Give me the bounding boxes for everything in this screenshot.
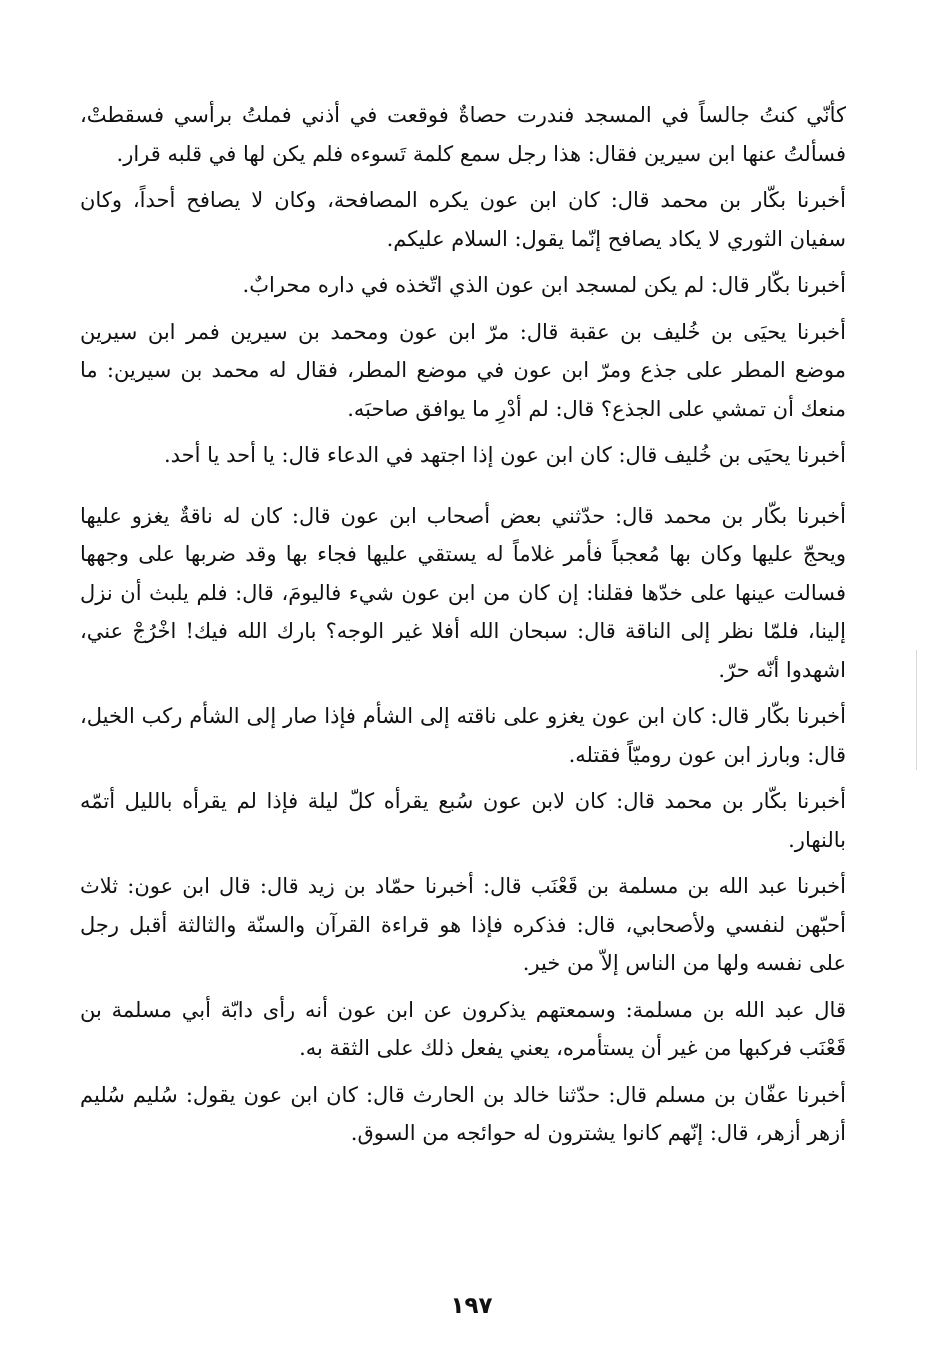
paragraph-1: كأنّي كنتُ جالساً في المسجد فندرت حصاةٌ فوقعت في أذني فملتُ برأسي فسقطتْ، فسألتُ عنها ابن سيرين فقال: هذا رجل سمع كلمة تَسوءه فلم يكن لها في قلبه قرار. <box>80 103 846 166</box>
scan-edge-mark <box>916 650 917 770</box>
paragraph-3: أخبرنا بكّار قال: لم يكن لمسجد ابن عون الذي اتّخذه في داره محرابٌ. <box>242 273 846 297</box>
paragraph-9: أخبرنا عبد الله بن مسلمة بن قَعْنَب قال: أخبرنا حمّاد بن زيد قال: قال ابن عون: ثلاث أحبّهن لنفسي ولأصحابي، قال: فذكره فإذا هو قراءة القرآن والسنّة والثالثة أقبل رجل على نفسه ولها من الناس إلاّ من خير. <box>80 874 846 975</box>
paragraph-8: أخبرنا بكّار بن محمد قال: كان لابن عون سُبع يقرأه كلّ ليلة فإذا لم يقرأه بالليل أتمّه بالنهار. <box>80 789 846 852</box>
paragraph-6: أخبرنا بكّار بن محمد قال: حدّثني بعض أصحاب ابن عون قال: كان له ناقةٌ يغزو عليها ويحجّ عليها وكان بها مُعجباً فأمر غلاماً له يستقي عليها فجاء بها وقد ضربها على وجهها فسالت عينها على خدّها فقلنا: إن كان من ابن عون شيء فاليومَ، قال: فلم يلبث أن نزل إلينا، فلمّا نظر إلى الناقة قال: سبحان الله أفلا غير الوجه؟ بارك الله فيك! اخْرُجْ عني، اشهدوا أنّه حرّ. <box>80 503 846 682</box>
paragraph-10: قال عبد الله بن مسلمة: وسمعتهم يذكرون عن ابن عون أنه رأى دابّة أبي مسلمة بن قَعْنَب فركبها من غير أن يستأمره، يعني يفعل ذلك على الثقة به. <box>80 997 846 1060</box>
page-number: ١٩٧ <box>450 1293 493 1319</box>
paragraph-4: أخبرنا يحيَى بن خُليف بن عقبة قال: مرّ ابن عون ومحمد بن سيرين فمر ابن سيرين موضع المطر على جذع ومرّ ابن عون في موضع المطر، فقال له محمد بن سيرين: ما منعك أن تمشي على الجذع؟ قال: لم أدْرِ ما يوافق صاحبَه. <box>80 319 846 421</box>
paragraph-7: أخبرنا بكّار قال: كان ابن عون يغزو على ناقته إلى الشأم فإذا صار إلى الشأم ركب الخيل، قال: وبارز ابن عون روميّاً فقتله. <box>80 704 846 767</box>
paragraph-2: أخبرنا بكّار بن محمد قال: كان ابن عون يكره المصافحة، وكان لا يصافح أحداً، وكان سفيان الثوري لا يكاد يصافح إنّما يقول: السلام عليكم. <box>80 188 846 251</box>
paragraph-5: أخبرنا يحيَى بن خُليف قال: كان ابن عون إذا اجتهد في الدعاء قال: يا أحد يا أحد. <box>163 443 846 467</box>
page-body <box>80 96 846 1161</box>
paragraph-11: أخبرنا عفّان بن مسلم قال: حدّثنا خالد بن الحارث قال: كان ابن عون يقول: سُليم سُليم أزهر أزهر، قال: إنّهم كانوا يشترون له حوائجه من السوق. <box>80 1082 846 1145</box>
